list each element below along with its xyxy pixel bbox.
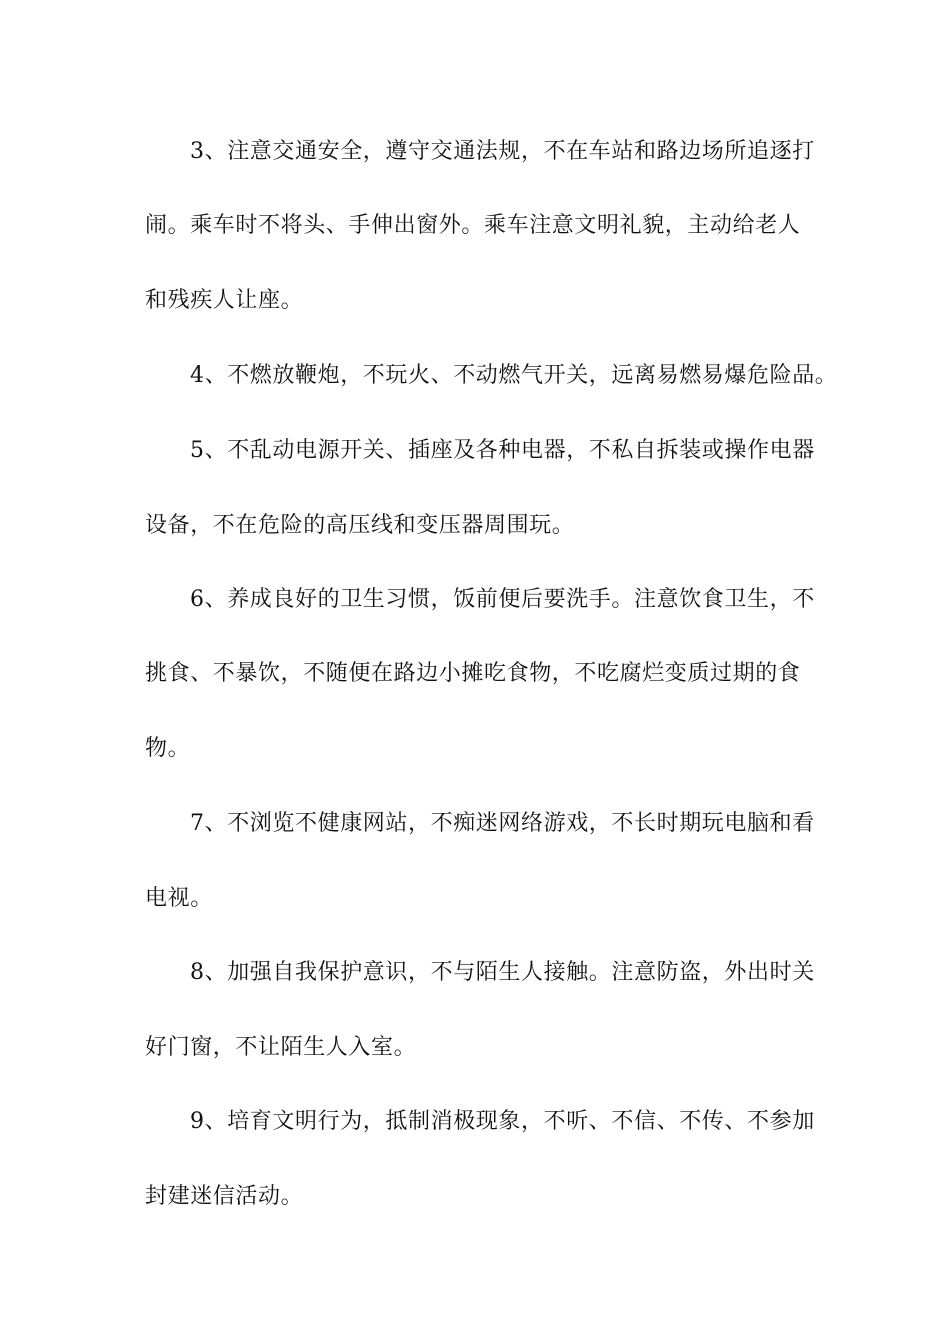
paragraph-3-line-1: 3、注意交通安全，遵守交通法规，不在车站和路边场所追逐打 bbox=[190, 139, 815, 164]
paragraph-9-line-1: 9、培育文明行为，抵制消极现象，不听、不信、不传、不参加 bbox=[190, 1109, 815, 1134]
paragraph-8-line-2: 好门窗，不让陌生人入室。 bbox=[145, 1035, 417, 1060]
paragraph-6-line-3: 物。 bbox=[145, 736, 191, 761]
paragraph-9-line-2: 封建迷信活动。 bbox=[145, 1184, 304, 1209]
paragraph-4-line-1: 4、不燃放鞭炮，不玩火、不动燃气开关，远离易燃易爆危险品。 bbox=[190, 363, 838, 388]
paragraph-6-line-2: 挑食、不暴饮，不随便在路边小摊吃食物，不吃腐烂变质过期的食 bbox=[145, 661, 801, 686]
paragraph-8-line-1: 8、加强自我保护意识，不与陌生人接触。注意防盗，外出时关 bbox=[190, 960, 815, 985]
paragraph-5-line-2: 设备，不在危险的高压线和变压器周围玩。 bbox=[145, 513, 575, 538]
paragraph-6-line-1: 6、养成良好的卫生习惯，饭前便后要洗手。注意饮食卫生，不 bbox=[190, 587, 815, 612]
paragraph-3-line-3: 和残疾人让座。 bbox=[145, 288, 304, 313]
paragraph-3-line-2: 闹。乘车时不将头、手伸出窗外。乘车注意文明礼貌，主动给老人 bbox=[145, 213, 801, 238]
paragraph-7-line-1: 7、不浏览不健康网站，不痴迷网络游戏，不长时期玩电脑和看 bbox=[190, 811, 815, 836]
paragraph-7-line-2: 电视。 bbox=[145, 886, 213, 911]
paragraph-5-line-1: 5、不乱动电源开关、插座及各种电器，不私自拆装或操作电器 bbox=[190, 438, 815, 463]
